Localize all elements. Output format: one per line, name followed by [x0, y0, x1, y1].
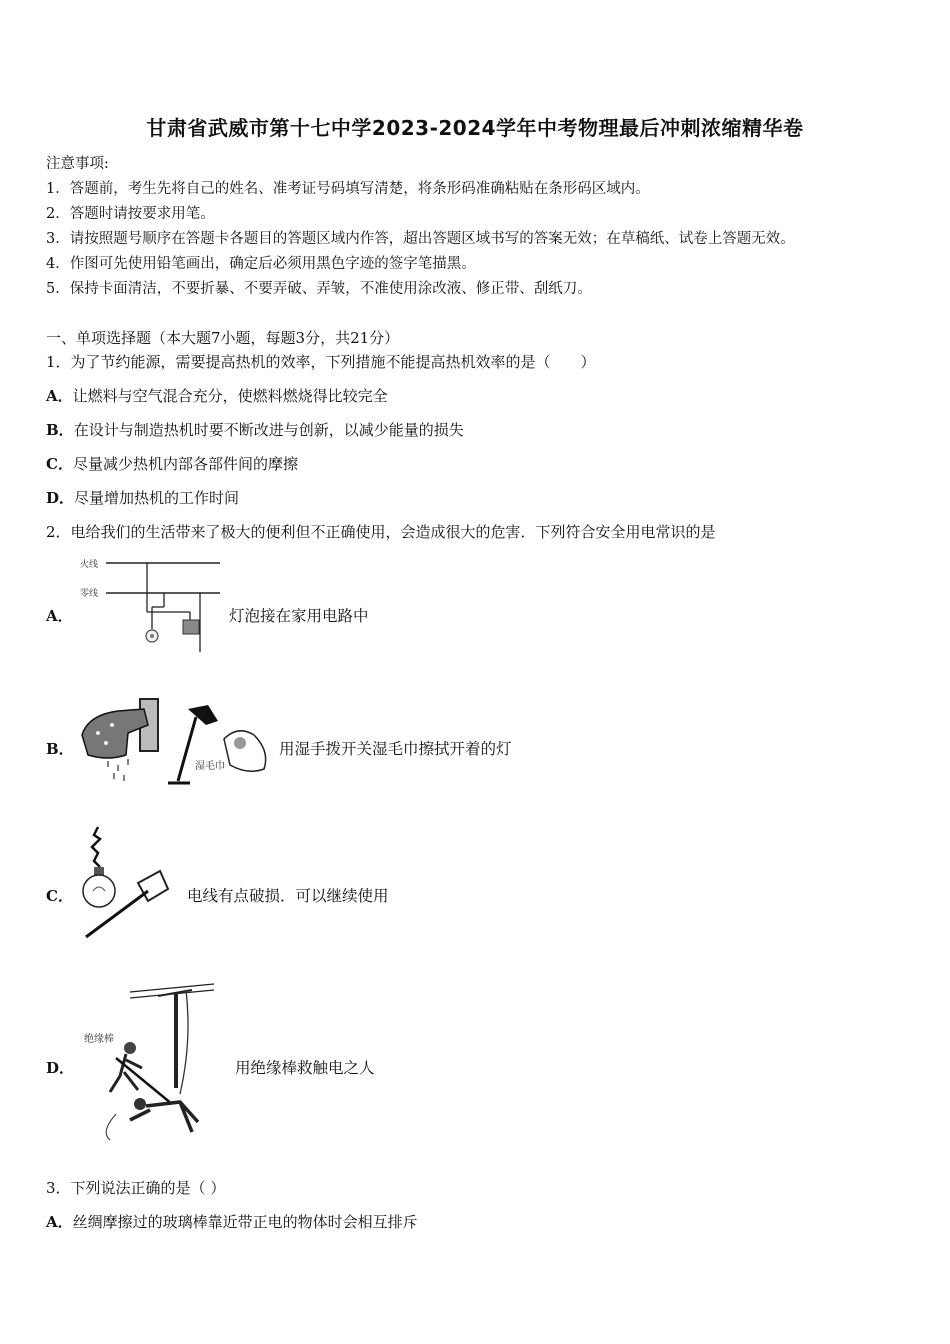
- option-text: 丝绸摩擦过的玻璃棒靠近带正电的物体时会相互排斥: [72, 1213, 418, 1231]
- q1-option-d: [46, 487, 239, 508]
- q1-option-a: [46, 385, 388, 406]
- water-drops-icon: [108, 759, 128, 781]
- wet-hand-switch-figure: [78, 695, 278, 790]
- q2-option-c-caption: 电线有点破损．可以继续使用: [187, 887, 389, 905]
- insulated-rod-label: 绝缘棒: [84, 1034, 114, 1045]
- switch-icon: [183, 620, 199, 634]
- insulated-rod-icon: [116, 1058, 172, 1104]
- option-label: B．: [46, 421, 74, 439]
- option-text: 在设计与制造热机时要不断改进与创新，以减少能量的损失: [73, 421, 464, 439]
- wet-towel-hand-icon: [224, 731, 266, 771]
- victim-icon: [134, 1098, 146, 1110]
- note-item: 4．作图可先使用铅笔画出，确定后必须用黑色字迹的签字笔描黑。: [46, 256, 476, 272]
- option-label: A．: [46, 1213, 73, 1231]
- neutral-wire-label: 零线: [80, 589, 99, 599]
- circuit-diagram-figure: [72, 552, 232, 657]
- q2-option-d-caption: 用绝缘棒救触电之人: [235, 1059, 375, 1077]
- notes-heading: 注意事项:: [46, 156, 109, 172]
- rescuer-icon: [124, 1042, 136, 1054]
- q2-option-a-label: A．: [46, 607, 73, 625]
- damaged-wire-figure: [76, 825, 176, 940]
- q2-option-b-caption: 用湿手拨开关湿毛巾擦拭开着的灯: [279, 740, 512, 758]
- note-item: 1．答题前，考生先将自己的姓名、准考证号码填写清楚，将条形码准确粘贴在条形码区域内。: [46, 181, 650, 197]
- option-label: D．: [46, 489, 75, 507]
- option-label: A．: [46, 387, 73, 405]
- option-label: C．: [46, 455, 73, 473]
- frayed-wire-icon: [92, 827, 100, 867]
- option-text: 尽量减少热机内部各部件间的摩擦: [72, 455, 298, 473]
- section-heading: 一、单项选择题（本大题7小题，每题3分，共21分）: [46, 329, 400, 347]
- note-item: 5．保持卡面清洁，不要折暴、不要弄破、弄皱，不准使用涂改液、修正带、刮纸刀。: [46, 281, 592, 297]
- q3-option-a: [46, 1211, 418, 1232]
- bulb-icon: [83, 875, 115, 907]
- q1-option-b: [46, 419, 464, 440]
- lamp-icon: [188, 705, 218, 725]
- question-2-stem: 2．电给我们的生活带来了极大的便利但不正确使用，会造成很大的危害．下列符合安全用电常识的是: [46, 523, 716, 541]
- option-text: 尽量增加热机的工作时间: [74, 489, 240, 507]
- q2-option-b-label: B．: [46, 740, 74, 758]
- q2-option-a-caption: 灯泡接在家用电路中: [229, 607, 369, 625]
- note-item: 2．答题时请按要求用笔。: [46, 206, 215, 222]
- wet-towel-label: 湿毛巾: [195, 761, 225, 772]
- q2-option-d-label: D．: [46, 1059, 75, 1077]
- insulated-rod-rescue-figure: [80, 982, 220, 1142]
- live-wire-label: 火线: [80, 560, 99, 570]
- q2-option-c-label: C．: [46, 887, 73, 905]
- question-1-stem: 1．为了节约能源，需要提高热机的效率，下列措施不能提高热机效率的是（ ）: [46, 353, 596, 371]
- page-title: 甘肃省武威市第十七中学2023-2024学年中考物理最后冲刺浓缩精华卷: [146, 116, 804, 140]
- question-3-stem: 3．下列说法正确的是（ ）: [46, 1179, 226, 1197]
- q1-option-c: [46, 453, 298, 474]
- wet-hand-icon: [82, 709, 148, 758]
- option-text: 让燃料与空气混合充分，使燃料燃烧得比较完全: [72, 387, 388, 405]
- note-item: 3．请按照题号顺序在答题卡各题目的答题区域内作答，超出答题区域书写的答案无效；在草稿纸、试卷上答题无效。: [46, 231, 795, 247]
